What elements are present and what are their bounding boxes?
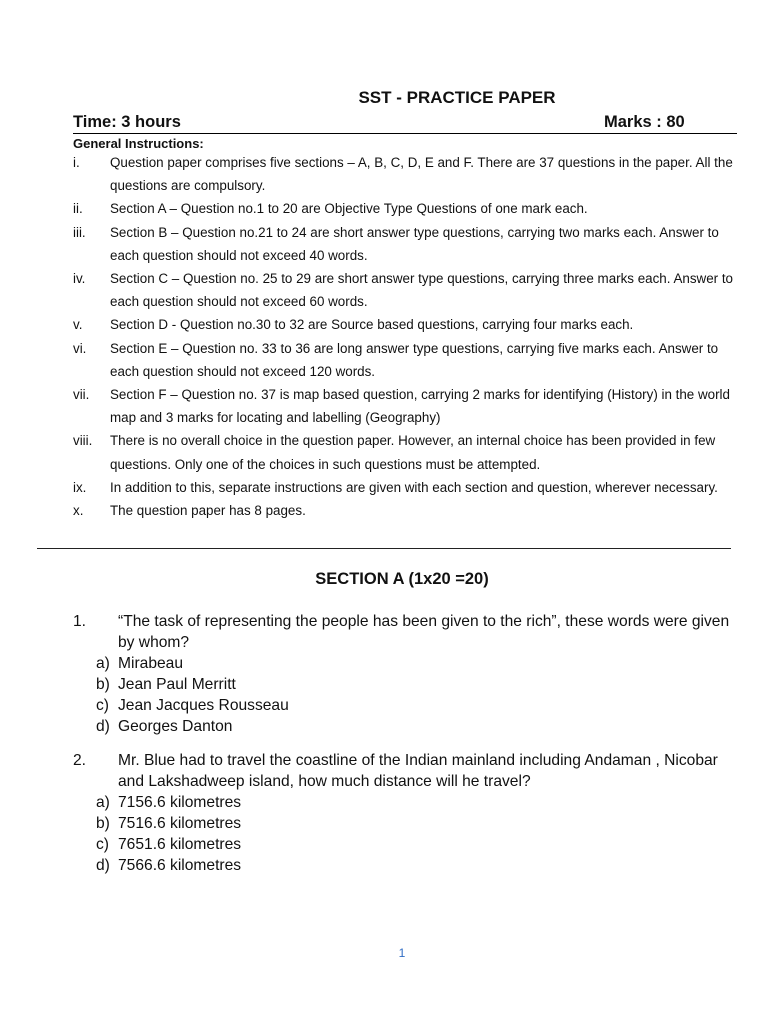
instruction-text: The question paper has 8 pages. xyxy=(110,503,306,519)
option-text: 7516.6 kilometres xyxy=(118,815,242,832)
instruction-number: iii. xyxy=(73,224,86,240)
instruction-item xyxy=(73,267,737,313)
option-text: Mirabeau xyxy=(118,655,184,672)
option-label: b) xyxy=(96,676,110,693)
option-text: 7651.6 kilometres xyxy=(118,836,242,853)
question-2 xyxy=(73,750,737,876)
options-list xyxy=(73,792,737,876)
instruction-number: i. xyxy=(73,155,80,170)
instruction-text: Section A – Question no.1 to 20 are Objective Type Questions of one mark each. xyxy=(110,201,588,217)
instruction-text: In addition to this, separate instructions are given with each section and question, wherever necessary. xyxy=(110,479,718,495)
instruction-number: x. xyxy=(73,503,84,519)
question-1 xyxy=(73,611,737,737)
section-divider xyxy=(37,548,731,549)
question-number: 2. xyxy=(73,752,87,769)
option-item xyxy=(73,834,737,855)
option-label: c) xyxy=(96,836,109,853)
section-a-heading: SECTION A (1x20 =20) xyxy=(315,570,489,588)
option-item xyxy=(73,716,737,737)
option-label: a) xyxy=(96,655,110,672)
option-label: d) xyxy=(96,718,110,735)
time-marks-row xyxy=(73,113,737,134)
option-label: c) xyxy=(96,697,109,714)
marks-label: Marks : 80 xyxy=(604,113,685,131)
instruction-text: Section B – Question no.21 to 24 are short answer type questions, carrying two marks each. Answer to each question should not exceed 40 words. xyxy=(110,224,719,263)
general-instructions-heading: General Instructions: xyxy=(73,136,204,151)
option-text: Jean Jacques Rousseau xyxy=(118,697,289,714)
instruction-text: Section F – Question no. 37 is map based question, carrying 2 marks for identifying (History) in the world map and 3 marks for locating and labelling (Geography) xyxy=(110,387,730,426)
instruction-item xyxy=(73,383,737,429)
instruction-number: v. xyxy=(73,317,83,333)
option-text: Georges Danton xyxy=(118,718,233,735)
question-number: 1. xyxy=(73,613,87,630)
paper-title: SST - PRACTICE PAPER xyxy=(358,88,556,107)
option-text: 7156.6 kilometres xyxy=(118,794,242,811)
instruction-text: Section D - Question no.30 to 32 are Source based questions, carrying four marks each. xyxy=(110,317,634,333)
instruction-item xyxy=(73,337,737,383)
instruction-text: Section E – Question no. 33 to 36 are long answer type questions, carrying five marks each. Answer to each question should not exceed 120 words. xyxy=(110,340,719,379)
options-list xyxy=(73,653,737,737)
instruction-text: Section C – Question no. 25 to 29 are short answer type questions, carrying three marks each. Answer to each question should not exceed 60 words. xyxy=(110,271,733,310)
instruction-number: viii. xyxy=(73,433,93,449)
instruction-item xyxy=(73,151,737,197)
option-item xyxy=(73,653,737,674)
instruction-number: ii. xyxy=(73,201,83,217)
instruction-text: Question paper comprises five sections – A, B, C, D, E and F. There are 37 questions in the paper. All the questions are compulsory. xyxy=(110,155,733,194)
option-item xyxy=(73,674,737,695)
instruction-item xyxy=(73,221,737,267)
instruction-number: vii. xyxy=(73,387,90,403)
option-text: Jean Paul Merritt xyxy=(118,676,236,693)
instruction-text: There is no overall choice in the question paper. However, an internal choice has been provided in few questions. Only one of the choices in such questions must be attempted. xyxy=(110,433,716,472)
option-label: b) xyxy=(96,815,110,832)
option-item xyxy=(73,792,737,813)
question-text: “The task of representing the people has been given to the rich”, these words were given by whom? xyxy=(118,613,730,651)
time-label: Time: 3 hours xyxy=(73,113,181,131)
instruction-item xyxy=(73,499,737,522)
option-item xyxy=(73,813,737,834)
instruction-item xyxy=(73,429,737,475)
option-item xyxy=(73,695,737,716)
instruction-number: iv. xyxy=(73,271,86,287)
instructions-list xyxy=(73,151,737,522)
question-text: Mr. Blue had to travel the coastline of the Indian mainland including Andaman , Nicobar and Lakshadweep island, how much distance will he travel? xyxy=(118,752,718,790)
option-item xyxy=(73,855,737,876)
option-label: d) xyxy=(96,857,110,874)
option-label: a) xyxy=(96,794,110,811)
instruction-number: ix. xyxy=(73,479,87,495)
page-number: 1 xyxy=(398,946,406,960)
instruction-item xyxy=(73,476,737,499)
instruction-item xyxy=(73,197,737,220)
instruction-number: vi. xyxy=(73,340,87,356)
instruction-item xyxy=(73,313,737,336)
option-text: 7566.6 kilometres xyxy=(118,857,242,874)
